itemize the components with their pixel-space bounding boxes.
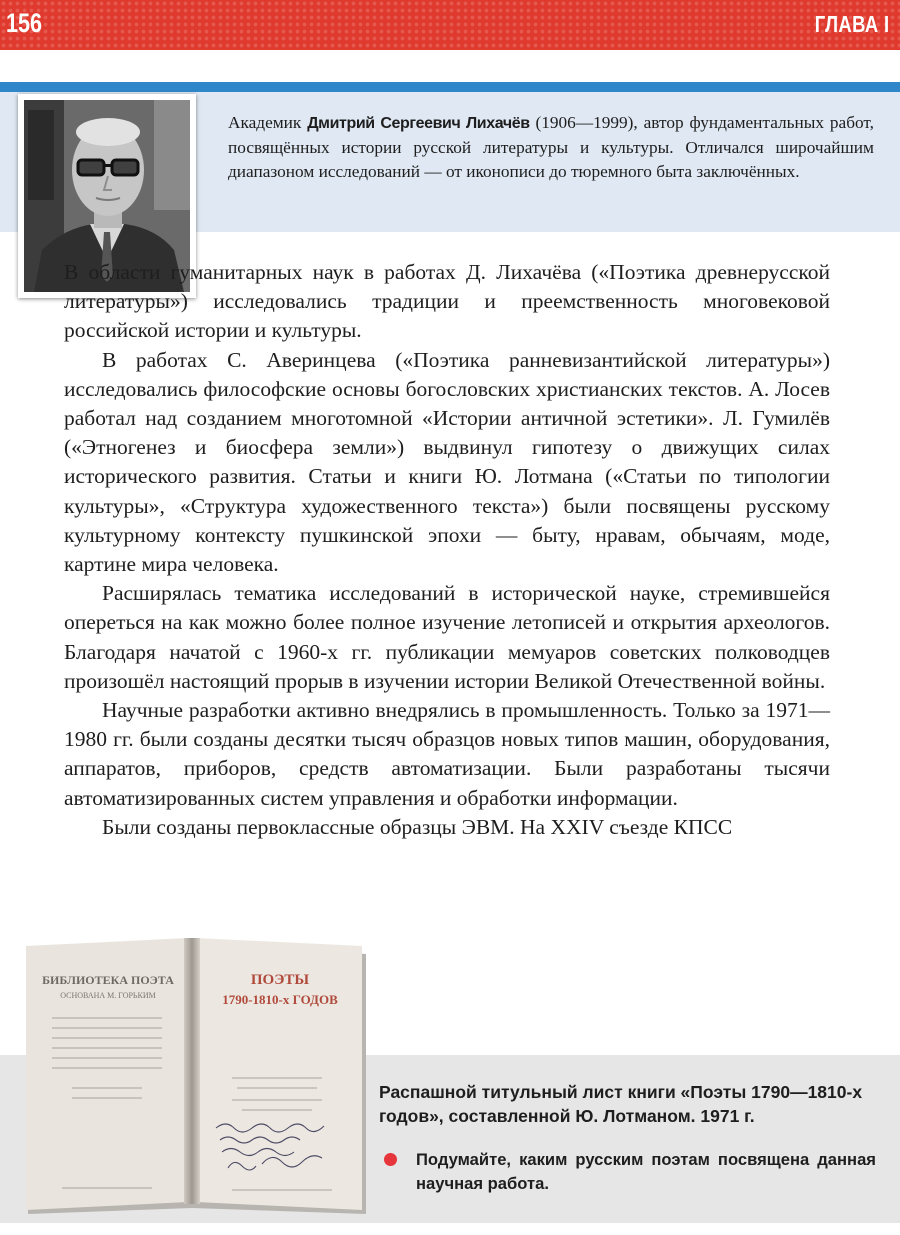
book-right-title-1: ПОЭТЫ (250, 972, 310, 988)
info-prefix: Академик (228, 113, 308, 132)
paragraph-1: В области гуманитарных наук в работах Д. Лихачёва («Поэтика древнерусской литературы») исследовались традиции и преемственность многовековой российской истории и культуры. (64, 260, 830, 343)
paragraph-5: Были созданы первоклассные образцы ЭВМ. На XXIV съезде КПСС (102, 814, 733, 839)
question-bullet-icon (384, 1153, 397, 1166)
question-text: Подумайте, каким русским поэтам посвящена данная научная работа. (416, 1150, 876, 1193)
paragraph-2: В работах С. Аверинцева («Поэтика ранневизантийской литературы») исследовались философские основы богословских христианских текстов. А. Лосев работал над созданием многотомной «Истории античной эстетики». Л. Гумилёв («Этногенез и биосфера земли») выдвинул гипотезу о движущих силах исторического развития. Статьи и книги Ю. Лотмана («Статьи по типологии культуры», «Структура художественного текста») были посвящены русскому культурному контексту пушкинской эпохи — быту, нравам, обычаям, моде, картине мира человека. (64, 347, 830, 577)
book-left-subtitle: ОСНОВАНА М. ГОРЬКИМ (60, 991, 156, 1000)
info-name: Дмитрий Сергеевич Лихачёв (307, 115, 530, 132)
page-header (0, 0, 900, 50)
book-left-title: БИБЛИОТЕКА ПОЭТА (42, 973, 174, 987)
page-number: 156 (6, 8, 43, 38)
book-right-title-2: 1790-1810-х ГОДОВ (222, 992, 338, 1007)
portrait-wrap-space (382, 908, 574, 966)
book-caption: Распашной титульный лист книги «Поэты 1790—1810-х годов», составленной Ю. Лотманом. 1971 г. (379, 1082, 863, 1126)
chapter-label: ГЛАВА I (815, 11, 890, 37)
paragraph-4: Научные разработки активно внедрялись в промышленность. Только за 1971—1980 гг. были созданы десятки тысяч образцов новых типов машин, оборудования, аппаратов, приборов, средств автоматизации. Были разработаны тысячи автоматизированных систем управления и обработки информации. (64, 698, 830, 810)
info-box-text (228, 111, 874, 184)
info-description: (1906—1999), автор фундаментальных работ, посвящённых истории русской литературы и культуры. Отличался широчайшим диапазоном исследований — от иконописи до тюремного быта заключённых. (228, 113, 874, 181)
book-image (22, 932, 372, 1220)
paragraph-3: Расширялась тематика исследований в исторической науке, стремившейся опереться на как можно более полное изучение летописей и открытия археологов. Благодаря начатой с 1960-х гг. публикации мемуаров советских полководцев произошёл настоящий прорыв в изучении истории Великой Отечественной войны. (64, 581, 830, 693)
